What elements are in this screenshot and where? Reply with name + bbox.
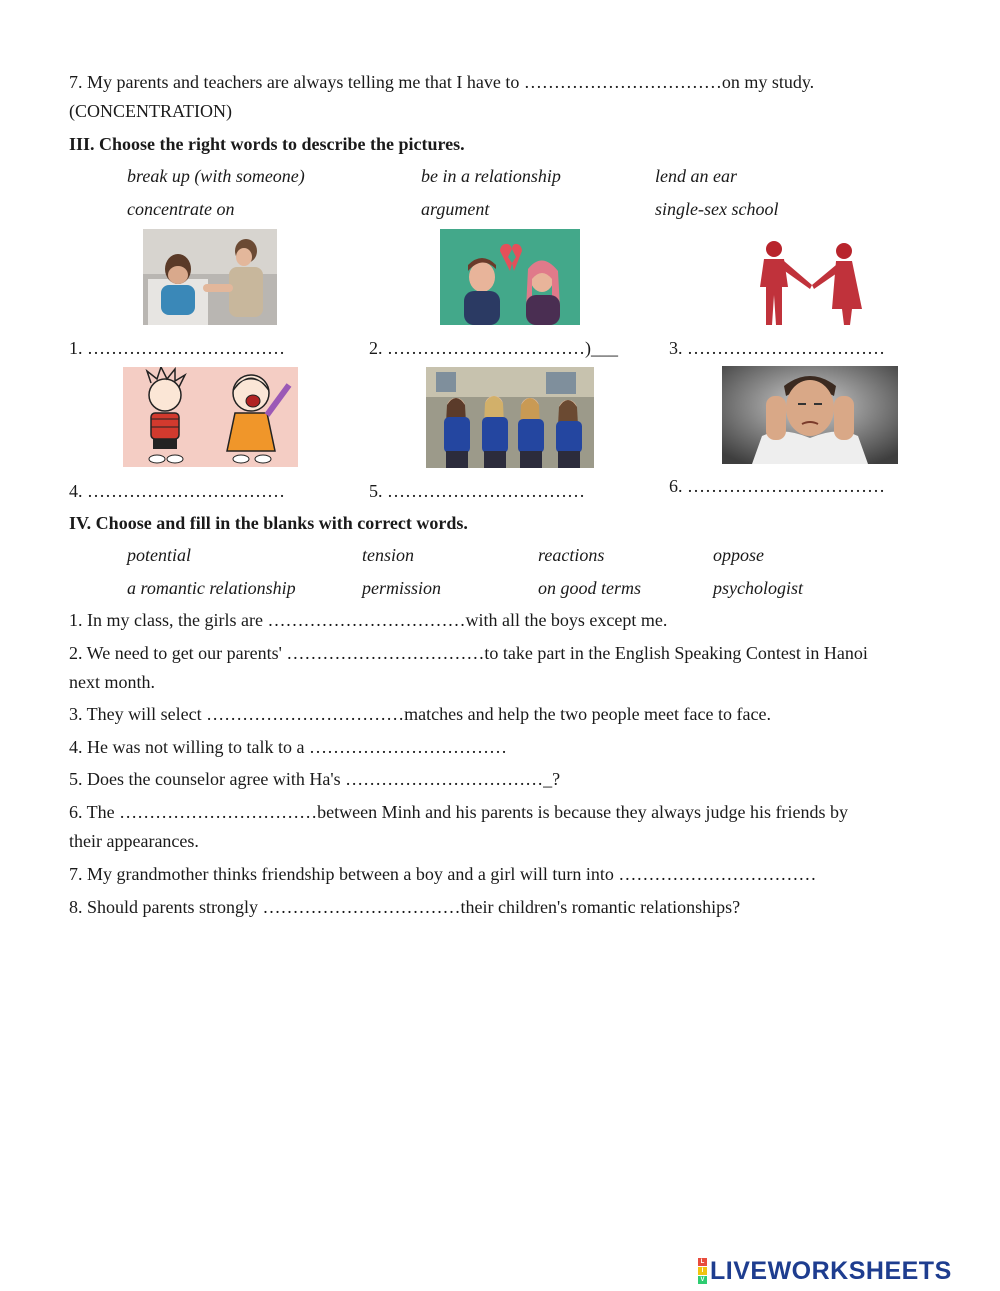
section-4-heading: IV. Choose and fill in the blanks with correct words.	[69, 513, 468, 533]
picture-breakup	[440, 229, 580, 325]
word-option: psychologist	[713, 578, 803, 598]
word-option: permission	[362, 578, 442, 598]
answer-blank-4[interactable]: 4. ……………………………	[69, 481, 285, 501]
logo-box: L	[698, 1258, 707, 1266]
word-option: potential	[127, 545, 191, 565]
word-option: tension	[362, 545, 414, 565]
sentence-7[interactable]: 7. My grandmother thinks friendship between a boy and a girl will turn into ……………………………	[69, 864, 817, 884]
liveworksheets-logo	[698, 1256, 952, 1286]
word-option: single-sex school	[655, 199, 779, 219]
word-option: break up (with someone)	[127, 166, 305, 186]
logo-text: LIVEWORKSHEETS	[710, 1256, 952, 1285]
word-option: reactions	[538, 545, 605, 565]
word-option: oppose	[713, 545, 764, 565]
question-7-prev: 7. My parents and teachers are always telling me that I have to ……………………………on my study.	[69, 72, 815, 92]
sentence-5[interactable]: 5. Does the counselor agree with Ha's ……………………………_?	[69, 769, 561, 789]
sentence-3[interactable]: 3. They will select ……………………………matches and help the two people meet face to face.	[69, 704, 771, 724]
picture-argument	[123, 367, 298, 467]
answer-blank-1[interactable]: 1. ……………………………	[69, 338, 285, 358]
sentence-1[interactable]: 1. In my class, the girls are ……………………………with all the boys except me.	[69, 610, 668, 630]
word-option: be in a relationship	[421, 166, 561, 186]
picture-single-sex-school	[426, 367, 594, 468]
answer-blank-5[interactable]: 5. ……………………………	[369, 481, 585, 501]
picture-comforting	[143, 229, 277, 325]
question-7-hint: (CONCENTRATION)	[69, 101, 232, 121]
answer-blank-3[interactable]: 3. ……………………………	[669, 338, 885, 358]
sentence-6[interactable]: 6. The ……………………………between Minh and his parents is because they always judge his friends by	[69, 802, 849, 822]
section-3-heading: III. Choose the right words to describe the pictures.	[69, 134, 465, 154]
answer-blank-2[interactable]: 2. ……………………………)___	[369, 338, 618, 358]
logo-box: I	[698, 1267, 707, 1275]
sentence-4[interactable]: 4. He was not willing to talk to a ……………………………	[69, 737, 507, 757]
word-option: lend an ear	[655, 166, 737, 186]
word-option: on good terms	[538, 578, 641, 598]
picture-couple	[752, 239, 870, 325]
picture-concentrate	[722, 366, 898, 464]
sentence-8[interactable]: 8. Should parents strongly ……………………………their children's romantic relationships?	[69, 897, 741, 917]
sentence-2[interactable]: 2. We need to get our parents' ……………………………to take part in the English Speaking Contest in Hanoi	[69, 643, 868, 663]
word-option: a romantic relationship	[127, 578, 296, 598]
sentence-6-cont: their appearances.	[69, 831, 199, 851]
sentence-2-cont: next month.	[69, 672, 155, 692]
word-option: concentrate on	[127, 199, 235, 219]
logo-icon	[698, 1258, 707, 1284]
logo-box: V	[698, 1276, 707, 1284]
answer-blank-6[interactable]: 6. ……………………………	[669, 476, 885, 496]
word-option: argument	[421, 199, 490, 219]
